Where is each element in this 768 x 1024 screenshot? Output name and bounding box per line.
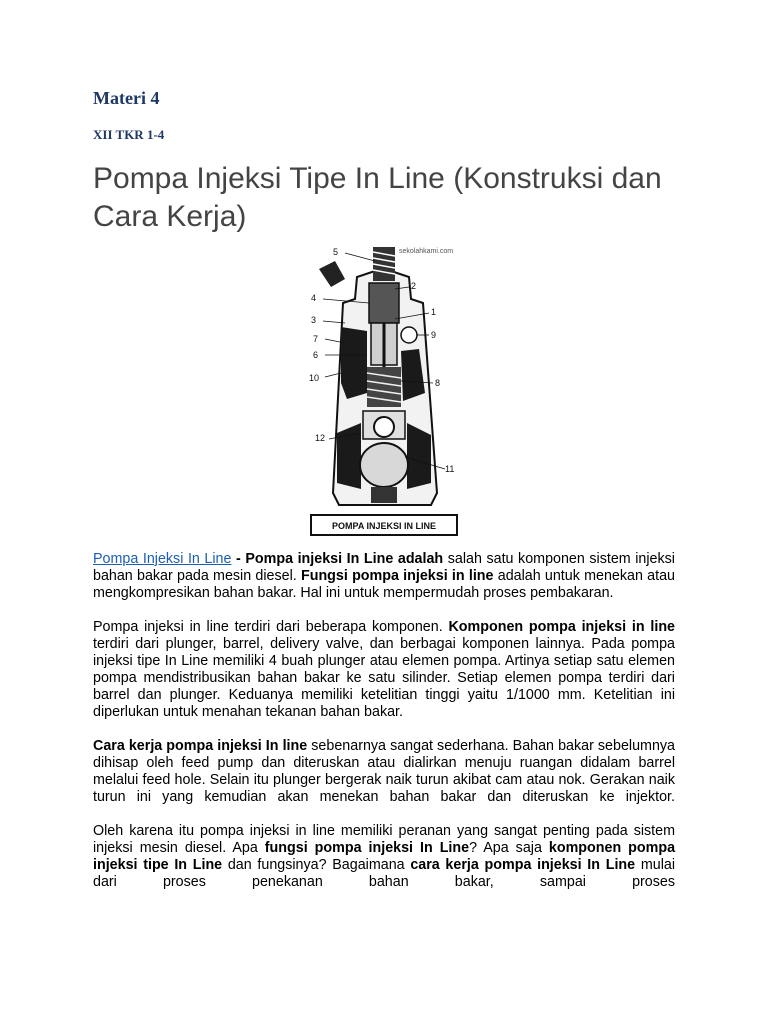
p2-text-2: terdiri dari plunger, barrel, delivery valve, dan berbagai komponen lainnya. Pada pompa injeksi tipe In Line memiliki 4 buah plunger atau elemen pompa. Artinya setiap satu elemen pompa mendistribusikan bahan bakar ke satu silinder. Setiap elemen pompa terdiri dari barrel dan plunger. Keduanya memiliki ketelitian tinggi yaitu 1/1000 mm. Ketelitian ini diperlukan untuk menahan tekanan bahan bakar.: [93, 636, 675, 720]
label-7: 7: [313, 334, 319, 344]
p3-text-1: sebenarnya sangat sederhana. Bahan bakar sebelumnya dihisap oleh feed pump dan diteruskan atau dialirkan menuju ruangan didalam barrel melalui feed hole. Selain itu plunger bergerak naik turun akibat cam atau nok. Gerakan naik turun ini yang kemudian akan menekan bahan bakar dan diteruskan ke injektor.: [93, 738, 675, 805]
label-8: 8: [435, 378, 441, 388]
label-9: 9: [431, 330, 437, 340]
p4-text-4: mulai dari proses penekanan bahan bakar, sampai proses: [93, 857, 675, 890]
label-4: 4: [311, 293, 317, 303]
paragraph-2: [93, 619, 675, 721]
label-11: 11: [445, 464, 455, 474]
label-1: 1: [431, 307, 437, 317]
p1-text-1: salah satu komponen sistem injeksi bahan bakar pada mesin diesel.: [93, 551, 675, 584]
p4-bold-2: komponen pompa injeksi tipe In Line: [93, 840, 676, 873]
paragraph-1: [93, 551, 675, 602]
p4-text-3: dan fungsinya? Bagaimana: [222, 857, 411, 873]
label-12: 12: [315, 433, 326, 443]
p3-bold-1: Cara kerja pompa injeksi In line: [93, 738, 308, 754]
p4-bold-3: cara kerja pompa injeksi In Line: [410, 857, 636, 873]
page-title: Pompa Injeksi Tipe In Line (Konstruksi dan Cara Kerja): [93, 162, 662, 233]
label-6: 6: [313, 350, 319, 360]
paragraph-3: [93, 738, 675, 806]
cam-base: [371, 487, 397, 503]
figure-watermark: sekolahkami.com: [399, 248, 454, 255]
label-10: 10: [309, 373, 320, 383]
roller: [374, 417, 394, 437]
p1-text-2: adalah untuk menekan atau mengkompresikan bahan bakar. Hal ini untuk mempermudah proses pembakaran.: [93, 568, 675, 601]
feed-hole: [401, 327, 417, 343]
pump-diagram: [305, 243, 465, 539]
article-body: [93, 551, 675, 908]
paragraph-4: [93, 823, 675, 891]
p2-bold-1: Komponen pompa injeksi in line: [448, 619, 675, 635]
p2-text-1: Pompa injeksi in line terdiri dari beberapa komponen.: [93, 619, 449, 635]
p4-text-2: ? Apa saja: [469, 840, 549, 856]
label-3: 3: [311, 315, 317, 325]
p1-bold-2: Fungsi pompa injeksi in line: [300, 568, 494, 584]
control-rack: [341, 327, 367, 399]
delivery-valve: [369, 283, 399, 323]
p1-bold-1: Pompa injeksi In Line adalah: [245, 551, 444, 567]
camshaft: [360, 443, 408, 487]
figure-caption: POMPA INJEKSI IN LINE: [331, 521, 437, 531]
materi-heading: Materi 4: [93, 88, 160, 108]
p4-text-1: Oleh karena itu pompa injeksi in line memiliki peranan yang sangat penting pada sistem injeksi mesin diesel. Apa: [93, 823, 675, 856]
p4-bold-1: fungsi pompa injeksi In Line: [264, 840, 470, 856]
class-heading: XII TKR 1-4: [93, 127, 165, 142]
pump-diagram-figure: [305, 243, 465, 539]
p1-dash: -: [231, 551, 246, 567]
pompa-injeksi-link[interactable]: Pompa Injeksi In Line: [93, 551, 232, 567]
bleed-screw: [319, 261, 345, 287]
label-2: 2: [411, 281, 417, 291]
label-5: 5: [333, 247, 339, 257]
cam-housing-left: [337, 423, 361, 489]
